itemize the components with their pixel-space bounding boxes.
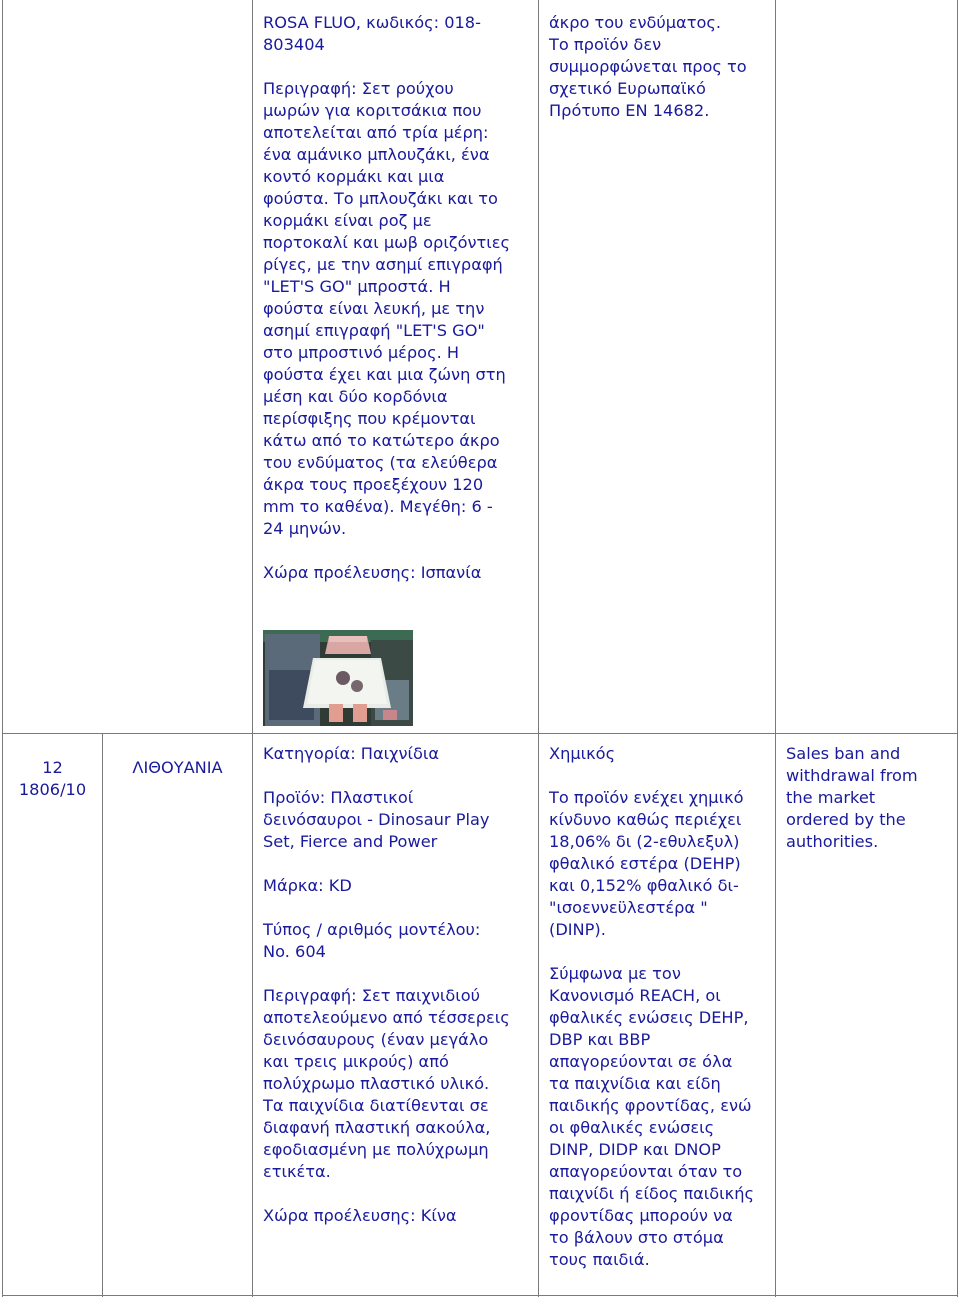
product-category: Κατηγορία: Παιχνίδια [263,744,440,763]
risk-type: Χημικός [549,744,616,763]
product-brand: Μάρκα: KD [263,876,352,895]
country-of-origin: Χώρα προέλευσης: Ισπανία [263,563,482,582]
risk-description: Το προϊόν ενέχει χημικό κίνδυνο καθώς περιέχει 18,06% δι (2-εθυλεξυλ) φθαλικό εστέρα (DEHP) και 0,152% φθαλικό δι- "ισοεννεϋλεστέρα " (DINP). [549,788,744,939]
country-cell [103,757,252,779]
notifying-country: ΛΙΘΟΥΑΝΙΑ [132,758,223,777]
table-border-bottom [2,1295,958,1296]
product-name-code: ROSA FLUO, κωδικός: 018- 803404 [263,13,481,54]
risk-description-cell [549,12,771,122]
column-divider [775,0,776,1297]
product-description: Περιγραφή: Σετ παιχνιδιού αποτελεούμενο από τέσσερεις δεινόσαυρους (έναν μεγάλο και τρεις μικρούς) από πολύχρωμο πλαστικό υλικό. Τα παιχνίδια διατίθενται σε διαφανή πλαστική σακούλα, εφοδιασμένη με πολύχρωμη ετικέτα. [263,986,510,1181]
column-divider [538,0,539,1297]
table-border-left [2,0,3,1297]
measures-cell [786,743,954,853]
regulation-note: Σύμφωνα με τον Κανονισμό REACH, οι φθαλικές ενώσεις DEHP, DBP και BBP απαγορεύονται σε όλα τα παιχνίδια και είδη παιδικής φροντίδας, ενώ οι φθαλικές ενώσεις DINP, DIDP και DNOP απαγορεύονται όταν το παιχνίδι ή είδος παιδικής φροντίδας μπορούν να το βάλουν στο στόμα τους παιδιά. [549,964,754,1269]
notification-number: 12 1806/10 [18,758,87,799]
column-divider [252,0,253,1297]
product-description: Περιγραφή: Σετ ρούχου μωρών για κοριτσάκια που αποτελείται από τρία μέρη: ένα αμάνικο μπλουζάκι, ένα κοντό κορμάκι και μια φούστα. Το μπλουζάκι και το κορμάκι είναι ροζ με πορτοκαλί και μωβ οριζόντιες ρίγες, με την ασημί επιγραφή "LET'S GO" μπροστά. Η φούστα είναι λευκή, με την ασημί επιγραφή "LET'S GO" στο μπροστινό μέρος. Η φούστα έχει και μια ζώνη στη μέση και δύο κορδόνια περίσφιξης που κρέμονται κάτω από το κατώτερο άκρο του ενδύματος (τα ελεύθερα άκρα τους προεξέχουν 120 mm το καθένα). Μεγέθη: 6 - 24 μηνών. [263,79,511,538]
row-divider [2,733,958,734]
column-divider [102,734,103,1297]
risk-description-continued: άκρο του ενδύματος. Το προϊόν δεν συμμορφώνεται προς το σχετικό Ευρωπαϊκό Πρότυπο EN 14682. [549,13,747,120]
risk-cell [549,743,773,1271]
product-photo [263,630,413,726]
product-model: Τύπος / αριθμός μοντέλου: No. 604 [263,920,481,961]
baby-clothes-set-image [263,630,413,726]
product-description-cell [263,12,535,584]
notification-number-cell [3,757,102,801]
country-of-origin: Χώρα προέλευσης: Κίνα [263,1206,457,1225]
product-name: Προϊόν: Πλαστικοί δεινόσαυροι - Dinosaur Play Set, Fierce and Power [263,788,490,851]
measures-taken: Sales ban and withdrawal from the market ordered by the authorities. [786,744,918,851]
product-details-cell [263,743,535,1227]
table-border-right [957,0,958,1297]
